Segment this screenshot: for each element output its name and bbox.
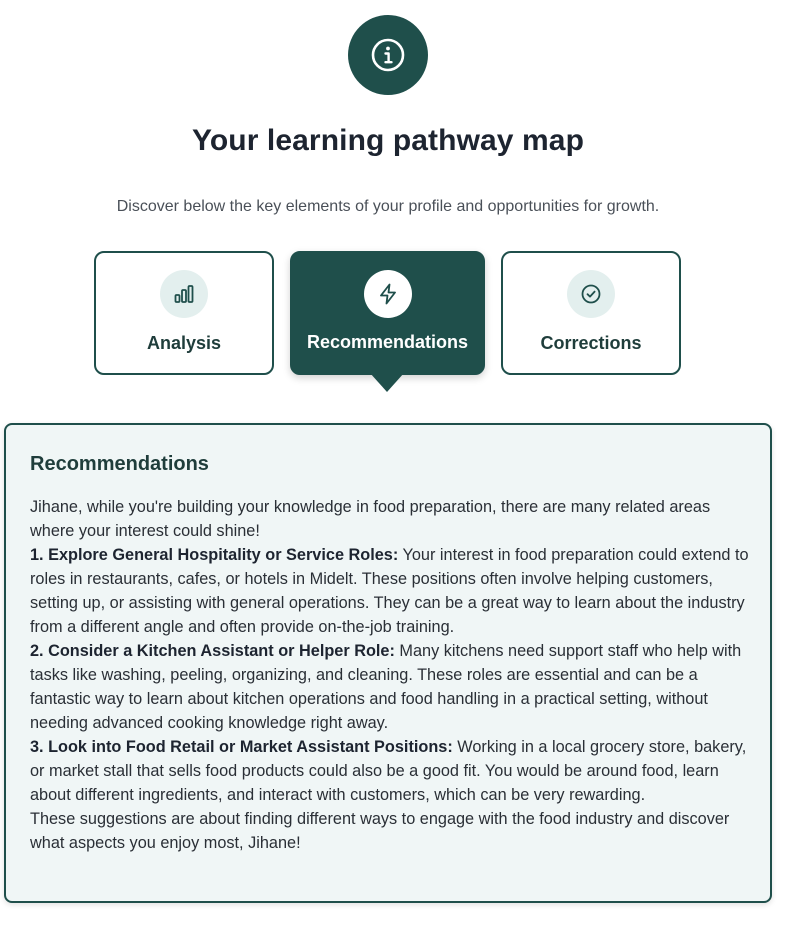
list-item-text: Your interest in food preparation could extend to roles in restaurants, cafes, or hotels in Midelt. These positions often involve helping customers, setting up, or assisting with general operations. They can be a great way to learn about the industry from a different angle and often provide on-the-job training. bbox=[30, 546, 749, 636]
list-item bbox=[30, 639, 754, 735]
list-item bbox=[30, 735, 754, 807]
list-item-heading: 1. Explore General Hospitality or Service Roles: bbox=[30, 546, 399, 564]
page-subtitle: Discover below the key elements of your profile and opportunities for growth. bbox=[116, 198, 660, 215]
bar-chart-icon bbox=[160, 270, 208, 318]
panel-body bbox=[30, 495, 754, 855]
lightning-icon bbox=[364, 270, 412, 318]
tab-label: Recommendations bbox=[306, 332, 469, 352]
list-item-heading: 2. Consider a Kitchen Assistant or Helper Role: bbox=[30, 642, 395, 660]
panel-outro: These suggestions are about finding different ways to engage with the food industry and discover what aspects you enjoy most, Jihane! bbox=[30, 810, 730, 852]
panel-intro: Jihane, while you're building your knowledge in food preparation, there are many related areas where your interest could shine! bbox=[30, 498, 711, 540]
panel-title: Recommendations bbox=[30, 453, 209, 475]
list-item-text: Many kitchens need support staff who help with tasks like washing, peeling, organizing, and cleaning. These roles are essential and can be a fantastic way to learn about kitchen operations and food handling in a practical setting, without needing advanced cooking knowledge right away. bbox=[30, 642, 742, 732]
check-circle-icon bbox=[567, 270, 615, 318]
recommendations-panel bbox=[4, 423, 772, 903]
info-icon bbox=[348, 15, 428, 95]
tab-recommendations[interactable] bbox=[290, 251, 485, 375]
tab-label: Corrections bbox=[540, 333, 642, 353]
active-tab-pointer bbox=[370, 373, 404, 392]
tab-corrections[interactable] bbox=[501, 251, 681, 375]
list-item-text: Working in a local grocery store, bakery, or market stall that sells food products could also be a good fit. You would be around food, learn about different ingredients, and interact with customers, which can be very rewarding. bbox=[30, 738, 747, 804]
page-title: Your learning pathway map bbox=[191, 124, 585, 157]
list-item bbox=[30, 543, 754, 639]
tab-label: Analysis bbox=[146, 333, 222, 353]
list-item-heading: 3. Look into Food Retail or Market Assistant Positions: bbox=[30, 738, 453, 756]
tab-analysis[interactable] bbox=[94, 251, 274, 375]
